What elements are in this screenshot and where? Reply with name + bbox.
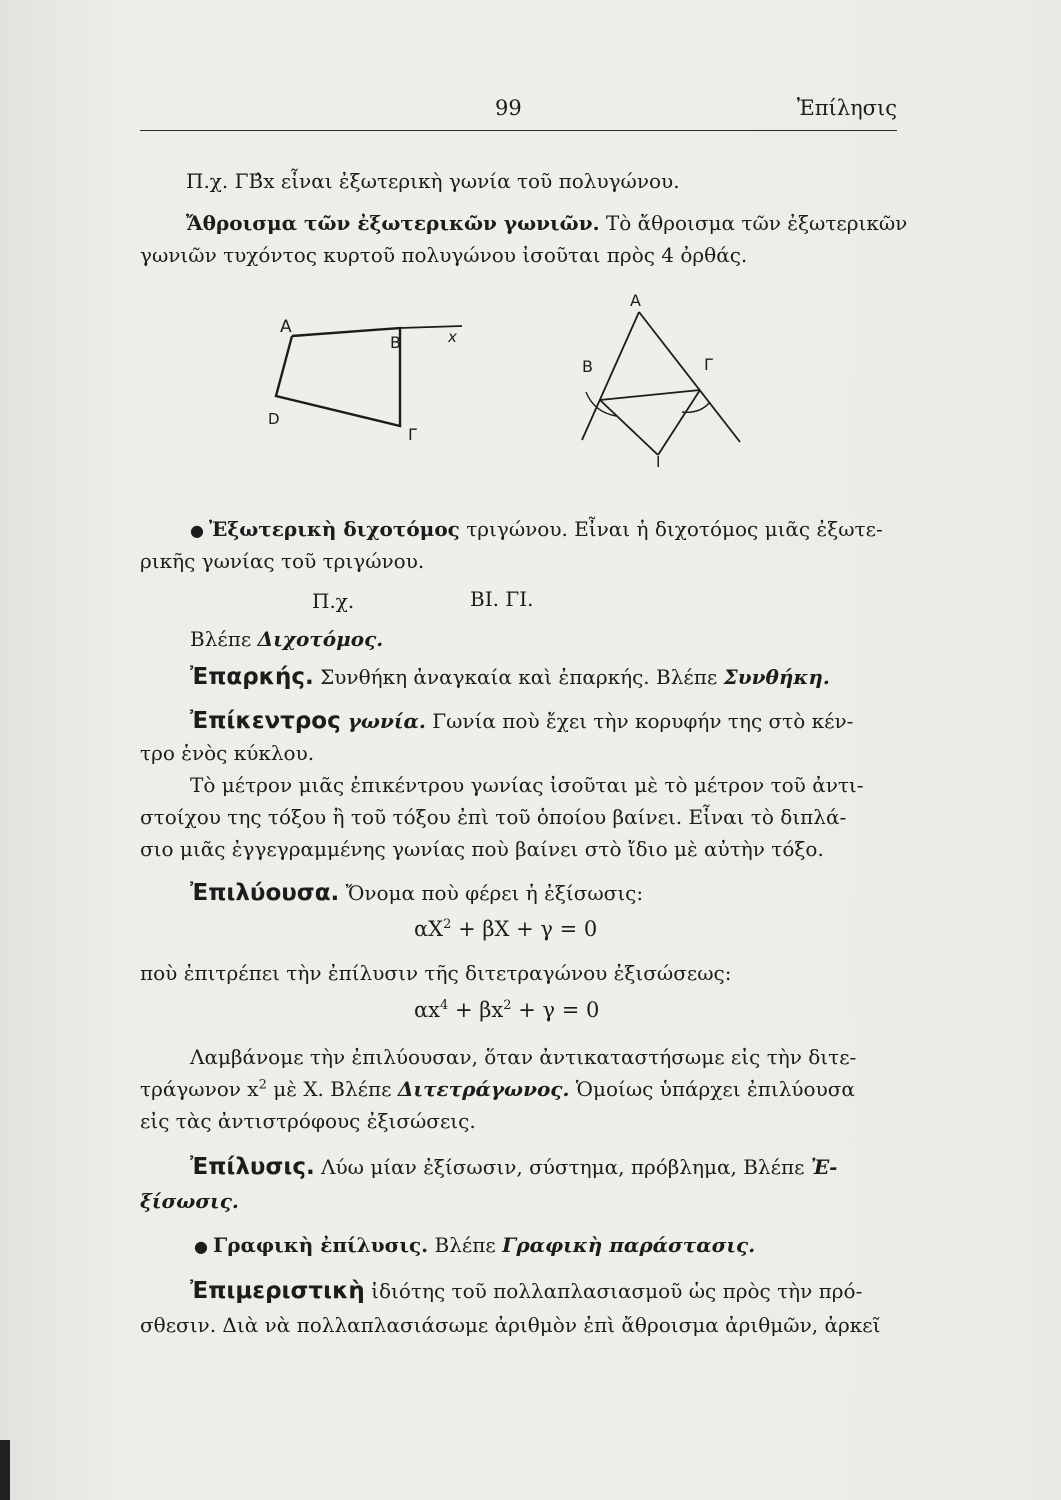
epilyousa-text-4: τράγωνον $x^2$ μὲ X. Βλέπε Διτετράγωνος. Ὁμοίως ὑπάρχει ἐπιλύουσα bbox=[140, 1077, 855, 1101]
page-number: 99 bbox=[495, 96, 522, 120]
sum-text-2: γωνιῶν τυχόντος κυρτοῦ πολυγώνου ἰσοῦται πρὸς 4 ὀρθάς. bbox=[140, 243, 748, 267]
bisector-head: Ἐξωτερικὴ διχοτόμος bbox=[209, 517, 460, 541]
epilyousa-text: Ὄνομα ποὺ φέρει ἡ ἐξίσωσις: bbox=[339, 881, 644, 905]
epimeristiki-text-2: σθεσιν. Διὰ νὰ πολλαπλασιάσωμε ἀριθμὸν ἐπὶ ἄθροισμα ἀριθμῶν, ἀρκεῖ bbox=[140, 1313, 881, 1337]
epimeristiki-paragraph-line-1 bbox=[190, 1274, 862, 1308]
epimeristiki-text-1: ἰδιότης τοῦ πολλαπλασιασμοῦ ὡς πρὸς τὴν πρό- bbox=[364, 1279, 863, 1303]
label-a: A bbox=[280, 317, 292, 337]
epikentros-head-2: γωνία. bbox=[340, 709, 426, 733]
equation-1: $\alpha X^2 + \beta X + \gamma = 0$ bbox=[414, 917, 598, 941]
bisector-example-value: ΒΙ. ΓΙ. bbox=[470, 587, 534, 611]
eparkis-ref: Συνθήκη. bbox=[723, 665, 830, 689]
epilyousa-ref: Διτετράγωνος. bbox=[397, 1077, 570, 1101]
epilysis-ref-1: Ἐ- bbox=[810, 1155, 838, 1179]
eparkis-head: Ἐπαρκής. bbox=[190, 664, 314, 690]
scan-edge-shadow bbox=[0, 1440, 10, 1500]
label-b: B bbox=[582, 357, 593, 376]
triangle-figure bbox=[560, 290, 760, 470]
epilyousa-text-3: Λαμβάνομε τὴν ἐπιλύουσαν, ὅταν ἀντικαταστήσωμε εἰς τὴν διτε- bbox=[190, 1045, 857, 1069]
epilysis-text: Λύω μίαν ἐξίσωσιν, σύστημα, πρόβλημα, Βλέπε bbox=[314, 1155, 811, 1179]
bisector-paragraph-line-1: ● Ἐξωτερικὴ διχοτόμος τριγώνου. Εἶναι ἡ διχοτόμος μιᾶς ἐξωτε- bbox=[190, 517, 883, 541]
epikentros-paragraph-line-1 bbox=[190, 704, 853, 738]
header-rule bbox=[140, 130, 897, 131]
bisector-see-ref: Διχοτόμος. bbox=[257, 627, 384, 651]
polygon-figure bbox=[262, 314, 472, 444]
label-i: I bbox=[656, 453, 661, 470]
example-line: Π.χ. ΓΒ̂x εἶναι ἐξωτερικὴ γωνία τοῦ πολυγώνου. bbox=[186, 169, 680, 193]
epilyousa-paragraph-line-1 bbox=[190, 876, 643, 910]
triangle-base bbox=[600, 390, 700, 400]
label-b: B bbox=[390, 333, 401, 352]
label-d: D bbox=[268, 410, 280, 428]
epilysis-ref-2: ξίσωσις. bbox=[140, 1189, 239, 1213]
epimeristiki-head: Ἐπιμεριστικὴ bbox=[190, 1278, 365, 1304]
eparkis-paragraph bbox=[190, 660, 830, 694]
epikentros-text-4: στοίχου της τόξου ἢ τοῦ τόξου ἐπὶ τοῦ ὁποίου βαίνει. Εἶναι τὸ διπλά- bbox=[140, 805, 847, 829]
side-ray-right bbox=[639, 312, 740, 442]
eparkis-text: Συνθήκη ἀναγκαία καὶ ἐπαρκής. Βλέπε bbox=[313, 665, 724, 689]
polygon-outline bbox=[276, 328, 400, 426]
label-gamma: Γ bbox=[704, 355, 713, 374]
graphic-head: Γραφικὴ ἐπίλυσις. bbox=[213, 1233, 429, 1257]
bisector-bi bbox=[600, 400, 658, 455]
running-head: Ἐπίλησις bbox=[796, 96, 897, 120]
sum-paragraph-line-1 bbox=[186, 206, 907, 240]
bisector-gi bbox=[658, 390, 700, 455]
side-ray-left bbox=[582, 312, 639, 440]
label-x: x bbox=[448, 328, 457, 346]
bisector-example-label: Π.χ. bbox=[312, 589, 355, 613]
epikentros-head: Ἐπίκεντρος bbox=[190, 708, 341, 734]
sum-head: Ἄθροισμα τῶν ἐξωτερικῶν γωνιῶν. bbox=[186, 211, 600, 235]
epikentros-text-3: Τὸ μέτρον μιᾶς ἐπικέντρου γωνίας ἰσοῦται μὲ τὸ μέτρον τοῦ ἀντι- bbox=[190, 773, 864, 797]
bisector-see: Βλέπε Διχοτόμος. bbox=[190, 627, 384, 651]
epikentros-text-1: Γωνία ποὺ ἔχει τὴν κορυφήν της στὸ κέν- bbox=[425, 709, 854, 733]
epilyousa-head: Ἐπιλύουσα. bbox=[190, 880, 340, 906]
graphic-ref: Γραφικὴ παράστασις. bbox=[502, 1233, 756, 1257]
epilyousa-text-5: εἰς τὰς ἀντιστρόφους ἐξισώσεις. bbox=[140, 1109, 476, 1133]
label-gamma: Γ bbox=[408, 425, 417, 444]
bisector-text-1: τριγώνου. Εἶναι ἡ διχοτόμος μιᾶς ἐξωτε- bbox=[459, 517, 883, 541]
graphic-text: Βλέπε bbox=[428, 1233, 503, 1257]
sum-text-1: Τὸ ἄθροισμα τῶν ἐξωτερικῶν bbox=[599, 211, 908, 235]
page-header bbox=[140, 96, 897, 126]
epikentros-text-2: τρο ἑνὸς κύκλου. bbox=[140, 741, 315, 765]
graphic-paragraph: ● Γραφικὴ ἐπίλυσις. Βλέπε Γραφικὴ παράστασις. bbox=[194, 1233, 756, 1257]
epikentros-text-5: σιο μιᾶς ἐγγεγραμμένης γωνίας ποὺ βαίνει στὸ ἴδιο μὲ αὐτὴν τόξο. bbox=[140, 837, 824, 861]
equation-2: $\alpha x^4 + \beta x^2 + \gamma = 0$ bbox=[414, 998, 600, 1022]
epilyousa-text-2: ποὺ ἐπιτρέπει τὴν ἐπίλυσιν τῆς διτετραγώνου ἐξισώσεως: bbox=[140, 961, 732, 985]
label-a: A bbox=[630, 291, 641, 310]
epilysis-paragraph-line-1 bbox=[190, 1150, 837, 1184]
bisector-text-2: ρικῆς γωνίας τοῦ τριγώνου. bbox=[140, 549, 425, 573]
epilysis-head: Ἐπίλυσις. bbox=[190, 1154, 315, 1180]
